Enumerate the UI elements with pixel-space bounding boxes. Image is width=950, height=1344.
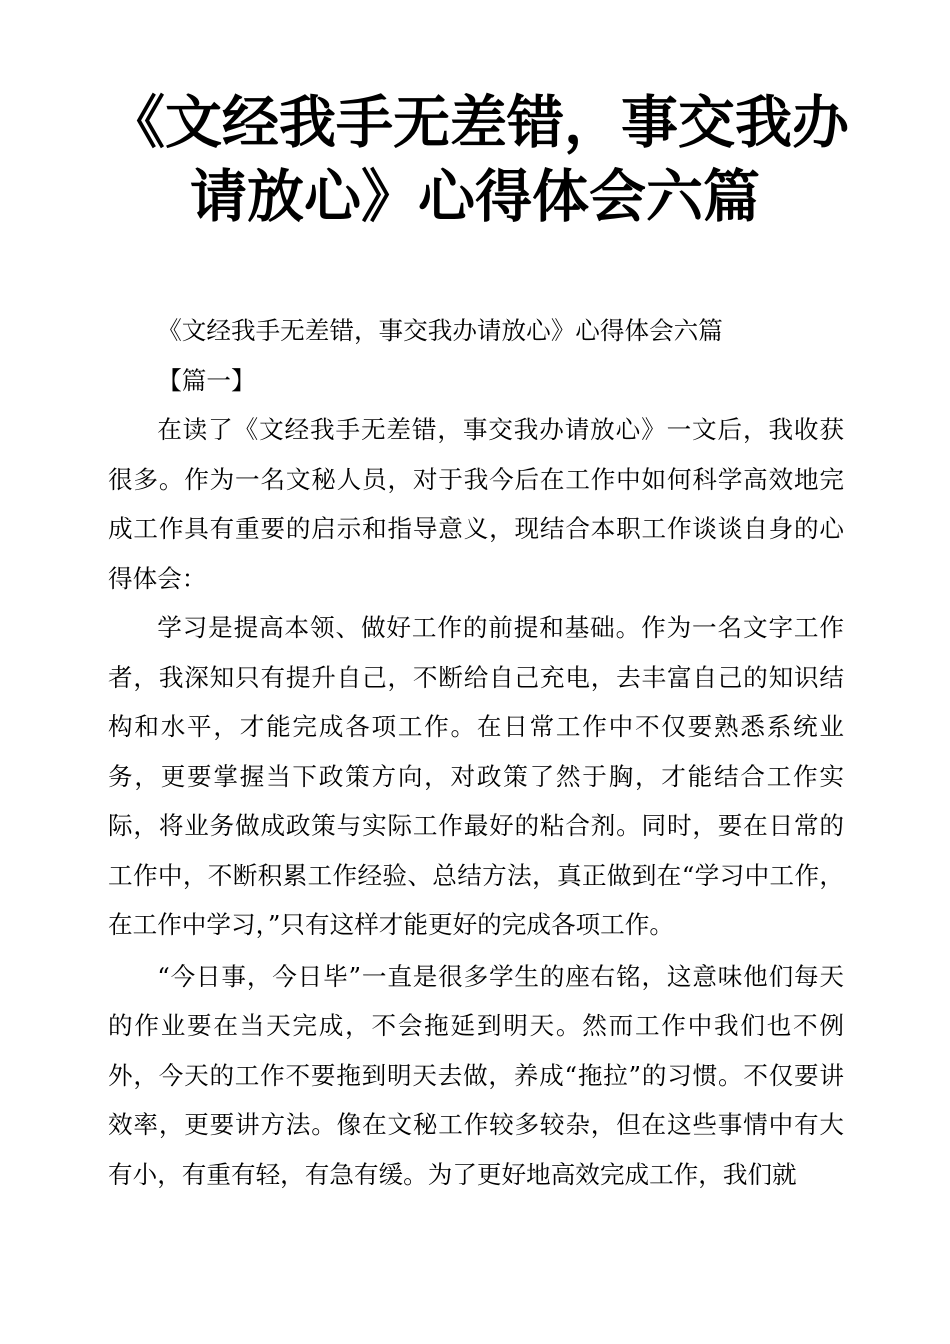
- document-body: [108, 306, 844, 1199]
- document-title: [108, 86, 868, 234]
- paragraph: 学习是提高本领、做好工作的前提和基础。作为一名文字工作者，我深知只有提升自己，不断给自己充电，去丰富自己的知识结构和水平，才能完成各项工作。在日常工作中不仅要熟悉系统业务，更要掌握当下政策方向，对政策了然于胸，才能结合工作实际，将业务做成政策与实际工作最好的粘合剂。同时，要在日常的工作中，不断积累工作经验、总结方法，真正做到在“学习中工作，在工作中学习，”只有这样才能更好的完成各项工作。: [108, 613, 844, 939]
- document-subtitle: 《文经我手无差错，事交我办请放心》心得体会六篇: [157, 316, 723, 345]
- title-line-2: 请放心》心得体会六篇: [190, 164, 760, 230]
- paragraph: 在读了《文经我手无差错，事交我办请放心》一文后，我收获很多。作为一名文秘人员，对于我今后在工作中如何科学高效地完成工作具有重要的启示和指导意义，现结合本职工作谈谈自身的心得体会：: [108, 415, 844, 593]
- title-line-1: 《文经我手无差错，事交我办: [108, 90, 849, 156]
- paragraph: “今日事，今日毕”一直是很多学生的座右铭，这意味他们每天的作业要在当天完成，不会拖延到明天。然而工作中我们也不例外，今天的工作不要拖到明天去做，养成“拖拉”的习惯。不仅要讲效率，更要讲方法。像在文秘工作较多较杂，但在这些事情中有大有小，有重有轻，有急有缓。为了更好地高效完成工作，我们就: [108, 961, 844, 1189]
- section-label: 【篇一】: [157, 365, 256, 395]
